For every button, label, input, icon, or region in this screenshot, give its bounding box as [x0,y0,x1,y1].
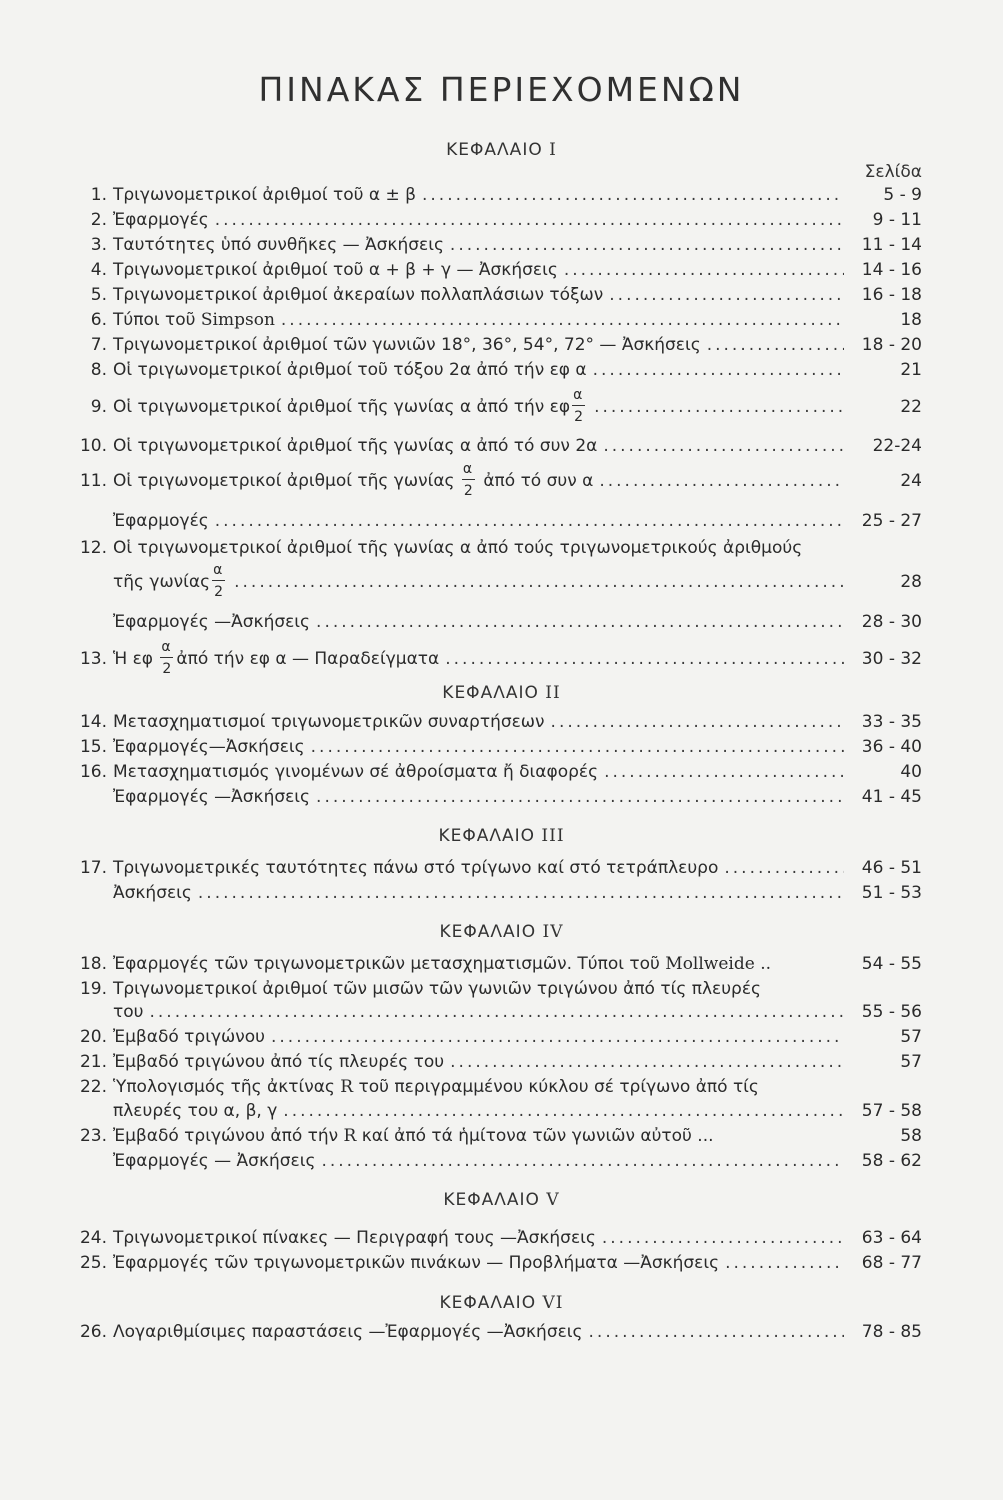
dot-leader [316,785,844,809]
toc-entry: 15. Ἐφαρμογές—Ἀσκήσεις ..... 36 - 40 [71,735,922,759]
page-column-header: Σελίδα [864,162,922,182]
toc-entry: 4. Τριγωνομετρικοί ἀριθμοί τοῦ α + β + γ — Ἀσκήσεις ..... 14 - 16 [71,258,922,282]
dot-leader [551,710,844,734]
toc-entry-continued: τῆς γωνίας $\frac{\alpha}{2}$ ..... 28 [71,570,922,594]
toc-entry: 1. Τριγωνομετρικοί ἀριθμοί τοῦ α ± β ..... 5 - 9 [71,183,922,207]
page-number: 51 - 53 [861,883,922,903]
page-number: 25 - 27 [861,511,922,531]
page-number: 36 - 40 [861,737,922,757]
dot-leader [599,469,844,493]
dot-leader [321,1149,844,1173]
chapter-heading-3: ΚΕΦΑΛΑΙΟ III [438,826,565,846]
toc-entry: Ἐφαρμογές —Ἀσκήσεις ..... 28 - 30 [71,610,922,634]
page-number: 57 [900,1027,922,1047]
dot-leader [724,856,844,880]
chapter-heading-4: ΚΕΦΑΛΑΙΟ IV [439,922,564,942]
page-number: 40 [900,762,922,782]
toc-entry-continued: του ..... 55 - 56 [71,1000,922,1024]
dot-leader [198,881,844,905]
page-number: 22 [900,397,922,417]
toc-entry: 18. Ἐφαρμογές τῶν τριγωνομετρικῶν μετασχηματισμῶν. Τύποι τοῦ Mollweide .. 54 - 55 [79,954,922,974]
toc-entry: 13. Ἡ εφ $\frac{\alpha}{2}$ ἀπό τήν εφ α — Παραδείγματα ..... 30 - 32 [71,647,922,671]
dot-leader [445,647,844,671]
toc-entry: 25. Ἐφαρμογές τῶν τριγωνομετρικῶν πινάκων — Προβλήματα —Ἀσκήσεις ..... 68 - 77 [71,1251,922,1275]
dot-leader [311,735,844,759]
chapter-heading-2: ΚΕΦΑΛΑΙΟ II [442,683,561,703]
toc-entry: 22. Ὑπολογισμός τῆς ἀκτίνας R τοῦ περιγραμμένου κύκλου σέ τρίγωνο ἀπό τίς [79,1077,759,1097]
page-number: 24 [900,471,922,491]
page-number: 18 - 20 [861,335,922,355]
fraction: $\frac{\alpha}{2}$ [160,647,174,671]
page-number: 68 - 77 [861,1253,922,1273]
page-number: 21 [900,360,922,380]
page-number: 58 - 62 [861,1151,922,1171]
chapter-heading-1: ΚΕΦΑΛΑΙΟ I [446,140,557,160]
page-number: 16 - 18 [861,285,922,305]
page-number: 14 - 16 [861,260,922,280]
toc-entry: 7. Τριγωνομετρικοί ἀριθμοί τῶν γωνιῶν 18°, 36°, 54°, 72° — Ἀσκήσεις ..... 18 - 20 [71,333,922,357]
dot-leader [149,1000,844,1024]
page-title: ΠΙΝΑΚΑΣ ΠΕΡΙΕΧΟΜΕΝΩΝ [258,70,745,109]
toc-entry: 14. Μετασχηματισμοί τριγωνομετρικῶν συναρτήσεων ..... 33 - 35 [71,710,922,734]
chapter-heading-5: ΚΕΦΑΛΑΙΟ V [443,1190,560,1210]
toc-entry: Ἐφαρμογές —Ἀσκήσεις ..... 41 - 45 [71,785,922,809]
toc-entry: Ἐφαρμογές ..... 25 - 27 [71,509,922,533]
fraction: $\frac{\alpha}{2}$ [212,570,226,594]
page-number: 78 - 85 [861,1322,922,1342]
dot-leader [316,610,844,634]
toc-entry: 5. Τριγωνομετρικοί ἀριθμοί ἀκεραίων πολλαπλάσιων τόξων ..... 16 - 18 [71,283,922,307]
dot-leader [450,1050,844,1074]
toc-entry-continued: πλευρές του α, β, γ ..... 57 - 58 [71,1099,922,1123]
dot-leader [593,358,844,382]
page-number: 54 - 55 [861,954,922,974]
page-number: 41 - 45 [861,787,922,807]
dot-leader [707,333,844,357]
toc-entry: 3. Ταυτότητες ὑπό συνθῆκες — Ἀσκήσεις ..... 11 - 14 [71,233,922,257]
toc-entry: Ἀσκήσεις ..... 51 - 53 [71,881,922,905]
toc-entry: 17. Τριγωνομετρικές ταυτότητες πάνω στό τρίγωνο καί στό τετράπλευρο ..... 46 - 51 [71,856,922,880]
page-number: 11 - 14 [861,235,922,255]
chapter-heading-6: ΚΕΦΑΛΑΙΟ VI [439,1293,564,1313]
dot-leader [594,395,844,419]
toc-entry: 11. Οἱ τριγωνομετρικοί ἀριθμοί τῆς γωνίας $\frac{\alpha}{2}$ ἀπό τό συν α ..... 24 [71,469,922,493]
page-number: 28 - 30 [861,612,922,632]
dot-leader [215,208,844,232]
page-number: 5 - 9 [883,185,922,205]
toc-entry: 10. Οἱ τριγωνομετρικοί ἀριθμοί τῆς γωνίας α ἀπό τό συν 2α ..... 22-24 [71,434,922,458]
toc-entry: 24. Τριγωνομετρικοί πίνακες — Περιγραφή τους —Ἀσκήσεις ..... 63 - 64 [71,1226,922,1250]
toc-entry: 19. Τριγωνομετρικοί ἀριθμοί τῶν μισῶν τῶν γωνιῶν τριγώνου ἀπό τίς πλευρές [79,979,762,999]
dot-leader [725,1251,844,1275]
dot-leader [234,570,844,594]
toc-entry: 12. Οἱ τριγωνομετρικοί ἀριθμοί τῆς γωνίας α ἀπό τούς τριγωνομετρικούς ἀριθμούς [79,538,803,558]
page-number: 22-24 [872,436,922,456]
page-number: 57 [900,1052,922,1072]
dot-leader [603,434,844,458]
dot-leader [422,183,844,207]
page-number: 30 - 32 [861,649,922,669]
toc-entry: 8. Οἱ τριγωνομετρικοί ἀριθμοί τοῦ τόξου 2α ἀπό τήν εφ α ..... 21 [71,358,922,382]
dot-leader [564,258,844,282]
dot-leader [589,1320,844,1344]
page-number: 33 - 35 [861,712,922,732]
dot-leader [609,283,844,307]
dot-leader [450,233,844,257]
toc-entry: 21. Ἐμβαδό τριγώνου ἀπό τίς πλευρές του ..... 57 [71,1050,922,1074]
page-number: 57 - 58 [861,1101,922,1121]
toc-entry: 26. Λογαριθμίσιμες παραστάσεις —Ἐφαρμογές —Ἀσκήσεις ..... 78 - 85 [71,1320,922,1344]
page-number: 46 - 51 [861,858,922,878]
dot-leader [271,1025,844,1049]
page-number: 55 - 56 [861,1002,922,1022]
fraction: $\frac{\alpha}{2}$ [462,469,476,493]
toc-entry: 2. Ἐφαρμογές ..... 9 - 11 [71,208,922,232]
toc-entry: 9. Οἱ τριγωνομετρικοί ἀριθμοί τῆς γωνίας α ἀπό τήν εφ $\frac{\alpha}{2}$ ..... 22 [71,395,922,419]
toc-entry: 20. Ἐμβαδό τριγώνου ..... 57 [71,1025,922,1049]
fraction: $\frac{\alpha}{2}$ [572,395,586,419]
dot-leader [283,1099,844,1123]
toc-entry: 6. Τύποι τοῦ Simpson ..... 18 [71,308,922,332]
toc-entry: 23. Ἐμβαδό τριγώνου ἀπό τήν R καί ἀπό τά ἡμίτονα τῶν γωνιῶν αὐτοῦ ... 58 [79,1126,922,1146]
page-number: 18 [900,310,922,330]
page-number: 58 [900,1126,922,1146]
page-number: 28 [900,572,922,592]
page-number: 9 - 11 [872,210,922,230]
dot-leader [215,509,844,533]
page-number: 63 - 64 [861,1228,922,1248]
toc-entry: Ἐφαρμογές — Ἀσκήσεις ..... 58 - 62 [71,1149,922,1173]
dot-leader [604,760,844,784]
dot-leader [281,308,844,332]
dot-leader [602,1226,844,1250]
toc-entry: 16. Μετασχηματισμός γινομένων σέ ἀθροίσματα ἤ διαφορές ..... 40 [71,760,922,784]
